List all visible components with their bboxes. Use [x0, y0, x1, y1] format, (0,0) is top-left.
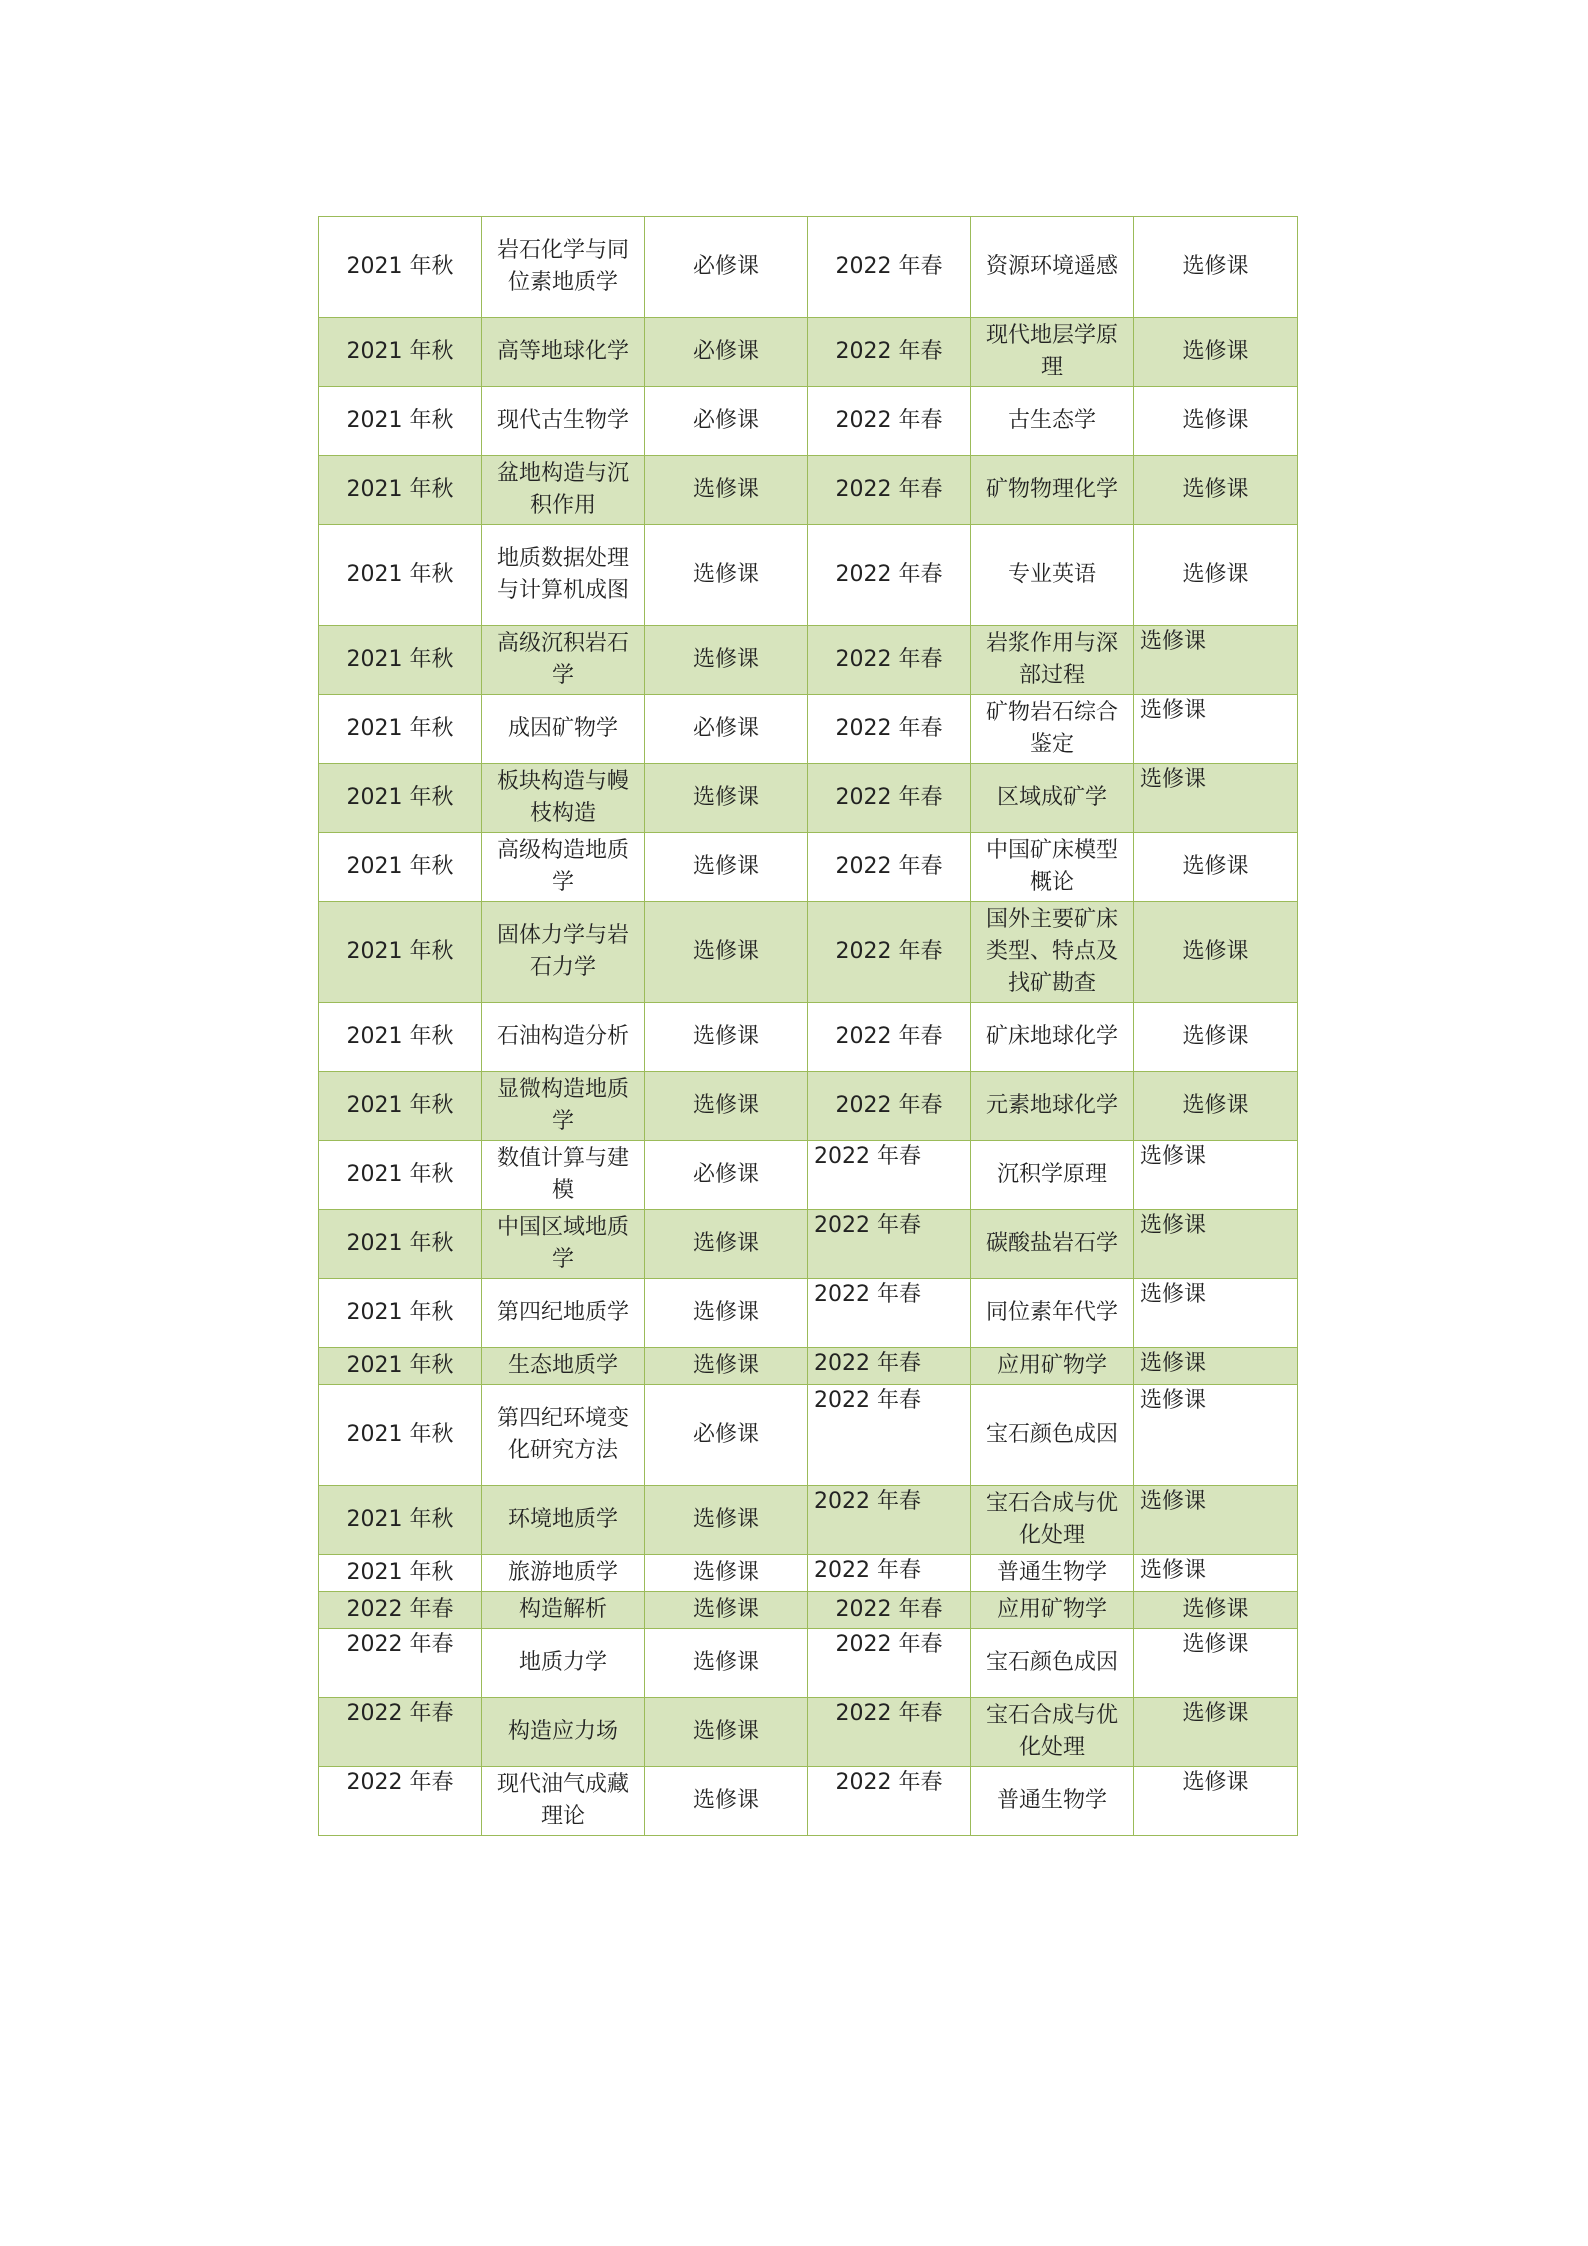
course-name-cell: 构造应力场 [482, 1698, 645, 1767]
course-name-cell: 现代古生物学 [482, 387, 645, 456]
start-term-cell: 2021 年秋 [319, 1003, 482, 1072]
start-term-cell: 2021 年秋 [319, 387, 482, 456]
start-term-cell: 2021 年秋 [319, 1072, 482, 1141]
course-name-cell-2: 区域成矿学 [971, 764, 1134, 833]
start-term-cell: 2022 年春 [319, 1698, 482, 1767]
course-name-cell-2: 专业英语 [971, 525, 1134, 626]
table-row [319, 1003, 1298, 1072]
course-name-cell-2: 现代地层学原理 [971, 318, 1134, 387]
start-term-cell: 2022 年春 [319, 1767, 482, 1836]
course-type-cell-2: 选修课 [1134, 833, 1298, 902]
start-term-cell-2: 2022 年春 [808, 695, 971, 764]
start-term-cell-2: 2022 年春 [808, 318, 971, 387]
course-type-cell-2: 选修课 [1134, 1555, 1298, 1592]
table-row [319, 1279, 1298, 1348]
course-type-cell: 选修课 [645, 1486, 808, 1555]
course-name-cell: 盆地构造与沉积作用 [482, 456, 645, 525]
course-name-cell-2: 应用矿物学 [971, 1592, 1134, 1629]
start-term-cell-2: 2022 年春 [808, 626, 971, 695]
course-type-cell-2: 选修课 [1134, 1210, 1298, 1279]
course-type-cell: 选修课 [645, 456, 808, 525]
course-type-cell-2: 选修课 [1134, 1767, 1298, 1836]
start-term-cell-2: 2022 年春 [808, 1210, 971, 1279]
table-row [319, 1348, 1298, 1385]
table-row [319, 902, 1298, 1003]
course-name-cell: 高等地球化学 [482, 318, 645, 387]
course-type-cell: 选修课 [645, 1072, 808, 1141]
course-name-cell-2: 古生态学 [971, 387, 1134, 456]
start-term-cell: 2021 年秋 [319, 626, 482, 695]
start-term-cell-2: 2022 年春 [808, 1348, 971, 1385]
table-body [319, 217, 1298, 1836]
table-row [319, 1555, 1298, 1592]
start-term-cell: 2021 年秋 [319, 1210, 482, 1279]
course-type-cell: 选修课 [645, 833, 808, 902]
course-type-cell-2: 选修课 [1134, 1592, 1298, 1629]
course-name-cell-2: 宝石颜色成因 [971, 1385, 1134, 1486]
start-term-cell-2: 2022 年春 [808, 1592, 971, 1629]
course-name-cell: 地质力学 [482, 1629, 645, 1698]
course-name-cell: 成因矿物学 [482, 695, 645, 764]
start-term-cell-2: 2022 年春 [808, 217, 971, 318]
start-term-cell-2: 2022 年春 [808, 1003, 971, 1072]
course-name-cell: 生态地质学 [482, 1348, 645, 1385]
table-row [319, 1210, 1298, 1279]
course-type-cell: 必修课 [645, 1385, 808, 1486]
start-term-cell: 2021 年秋 [319, 456, 482, 525]
start-term-cell: 2021 年秋 [319, 764, 482, 833]
course-type-cell-2: 选修课 [1134, 387, 1298, 456]
course-type-cell: 选修课 [645, 1555, 808, 1592]
course-type-cell-2: 选修课 [1134, 1279, 1298, 1348]
course-name-cell: 第四纪环境变化研究方法 [482, 1385, 645, 1486]
start-term-cell-2: 2022 年春 [808, 1385, 971, 1486]
course-table [318, 216, 1298, 1836]
course-name-cell: 旅游地质学 [482, 1555, 645, 1592]
start-term-cell: 2021 年秋 [319, 695, 482, 764]
course-name-cell-2: 中国矿床模型概论 [971, 833, 1134, 902]
table-row [319, 387, 1298, 456]
course-type-cell: 选修课 [645, 1210, 808, 1279]
course-name-cell-2: 矿物岩石综合鉴定 [971, 695, 1134, 764]
course-type-cell-2: 选修课 [1134, 1348, 1298, 1385]
course-name-cell: 高级构造地质学 [482, 833, 645, 902]
course-name-cell: 现代油气成藏理论 [482, 1767, 645, 1836]
table-row [319, 1486, 1298, 1555]
course-name-cell: 岩石化学与同位素地质学 [482, 217, 645, 318]
course-type-cell-2: 选修课 [1134, 456, 1298, 525]
course-type-cell-2: 选修课 [1134, 1629, 1298, 1698]
start-term-cell: 2021 年秋 [319, 525, 482, 626]
course-name-cell: 固体力学与岩石力学 [482, 902, 645, 1003]
course-type-cell: 必修课 [645, 1141, 808, 1210]
course-type-cell-2: 选修课 [1134, 1141, 1298, 1210]
course-name-cell: 地质数据处理与计算机成图 [482, 525, 645, 626]
start-term-cell: 2021 年秋 [319, 318, 482, 387]
course-type-cell-2: 选修课 [1134, 1003, 1298, 1072]
course-name-cell: 石油构造分析 [482, 1003, 645, 1072]
course-name-cell-2: 国外主要矿床类型、特点及找矿勘查 [971, 902, 1134, 1003]
course-name-cell: 构造解析 [482, 1592, 645, 1629]
start-term-cell: 2021 年秋 [319, 1486, 482, 1555]
course-type-cell-2: 选修课 [1134, 1385, 1298, 1486]
course-type-cell-2: 选修课 [1134, 525, 1298, 626]
table-row [319, 1767, 1298, 1836]
course-type-cell: 选修课 [645, 1279, 808, 1348]
course-name-cell-2: 同位素年代学 [971, 1279, 1134, 1348]
course-type-cell: 选修课 [645, 902, 808, 1003]
start-term-cell-2: 2022 年春 [808, 1072, 971, 1141]
table-row [319, 1698, 1298, 1767]
table-row [319, 626, 1298, 695]
start-term-cell-2: 2022 年春 [808, 1767, 971, 1836]
course-type-cell-2: 选修课 [1134, 1698, 1298, 1767]
course-type-cell-2: 选修课 [1134, 1072, 1298, 1141]
start-term-cell: 2021 年秋 [319, 1279, 482, 1348]
course-type-cell: 必修课 [645, 387, 808, 456]
course-type-cell-2: 选修课 [1134, 1486, 1298, 1555]
course-type-cell-2: 选修课 [1134, 318, 1298, 387]
course-name-cell-2: 应用矿物学 [971, 1348, 1134, 1385]
course-name-cell-2: 普通生物学 [971, 1767, 1134, 1836]
course-name-cell: 显微构造地质学 [482, 1072, 645, 1141]
start-term-cell: 2022 年春 [319, 1629, 482, 1698]
start-term-cell-2: 2022 年春 [808, 525, 971, 626]
course-type-cell-2: 选修课 [1134, 695, 1298, 764]
table-row [319, 1072, 1298, 1141]
start-term-cell-2: 2022 年春 [808, 833, 971, 902]
table-row [319, 1385, 1298, 1486]
course-name-cell-2: 宝石合成与优化处理 [971, 1698, 1134, 1767]
start-term-cell-2: 2022 年春 [808, 1486, 971, 1555]
course-name-cell-2: 元素地球化学 [971, 1072, 1134, 1141]
course-name-cell-2: 普通生物学 [971, 1555, 1134, 1592]
start-term-cell-2: 2022 年春 [808, 456, 971, 525]
course-type-cell: 选修课 [645, 1767, 808, 1836]
course-name-cell-2: 矿物物理化学 [971, 456, 1134, 525]
course-type-cell: 必修课 [645, 217, 808, 318]
course-type-cell: 选修课 [645, 1348, 808, 1385]
start-term-cell: 2021 年秋 [319, 1348, 482, 1385]
course-type-cell: 选修课 [645, 1003, 808, 1072]
start-term-cell-2: 2022 年春 [808, 1141, 971, 1210]
course-type-cell: 选修课 [645, 764, 808, 833]
course-name-cell-2: 碳酸盐岩石学 [971, 1210, 1134, 1279]
course-type-cell: 必修课 [645, 318, 808, 387]
start-term-cell-2: 2022 年春 [808, 1279, 971, 1348]
course-name-cell: 高级沉积岩石学 [482, 626, 645, 695]
course-name-cell: 数值计算与建模 [482, 1141, 645, 1210]
start-term-cell-2: 2022 年春 [808, 1629, 971, 1698]
table-row [319, 456, 1298, 525]
course-type-cell: 选修课 [645, 1592, 808, 1629]
start-term-cell: 2021 年秋 [319, 833, 482, 902]
course-name-cell: 第四纪地质学 [482, 1279, 645, 1348]
start-term-cell: 2021 年秋 [319, 1555, 482, 1592]
course-name-cell: 板块构造与幔枝构造 [482, 764, 645, 833]
course-name-cell-2: 宝石合成与优化处理 [971, 1486, 1134, 1555]
course-type-cell: 选修课 [645, 1629, 808, 1698]
start-term-cell-2: 2022 年春 [808, 902, 971, 1003]
course-name-cell-2: 沉积学原理 [971, 1141, 1134, 1210]
course-name-cell: 环境地质学 [482, 1486, 645, 1555]
table-row [319, 1629, 1298, 1698]
course-name-cell-2: 资源环境遥感 [971, 217, 1134, 318]
course-name-cell: 中国区域地质学 [482, 1210, 645, 1279]
start-term-cell: 2021 年秋 [319, 1141, 482, 1210]
course-type-cell: 选修课 [645, 626, 808, 695]
course-type-cell-2: 选修课 [1134, 626, 1298, 695]
table-row [319, 833, 1298, 902]
start-term-cell: 2021 年秋 [319, 1385, 482, 1486]
course-type-cell: 选修课 [645, 525, 808, 626]
course-type-cell-2: 选修课 [1134, 217, 1298, 318]
table-row [319, 217, 1298, 318]
course-name-cell-2: 矿床地球化学 [971, 1003, 1134, 1072]
table-row [319, 318, 1298, 387]
course-name-cell-2: 岩浆作用与深部过程 [971, 626, 1134, 695]
start-term-cell: 2021 年秋 [319, 217, 482, 318]
table-row [319, 764, 1298, 833]
start-term-cell-2: 2022 年春 [808, 387, 971, 456]
start-term-cell-2: 2022 年春 [808, 764, 971, 833]
start-term-cell: 2021 年秋 [319, 902, 482, 1003]
course-type-cell-2: 选修课 [1134, 902, 1298, 1003]
course-type-cell: 选修课 [645, 1698, 808, 1767]
course-type-cell-2: 选修课 [1134, 764, 1298, 833]
table-row [319, 1592, 1298, 1629]
table-row [319, 1141, 1298, 1210]
start-term-cell-2: 2022 年春 [808, 1555, 971, 1592]
start-term-cell: 2022 年春 [319, 1592, 482, 1629]
course-type-cell: 必修课 [645, 695, 808, 764]
table-row [319, 525, 1298, 626]
start-term-cell-2: 2022 年春 [808, 1698, 971, 1767]
table-row [319, 695, 1298, 764]
course-name-cell-2: 宝石颜色成因 [971, 1629, 1134, 1698]
